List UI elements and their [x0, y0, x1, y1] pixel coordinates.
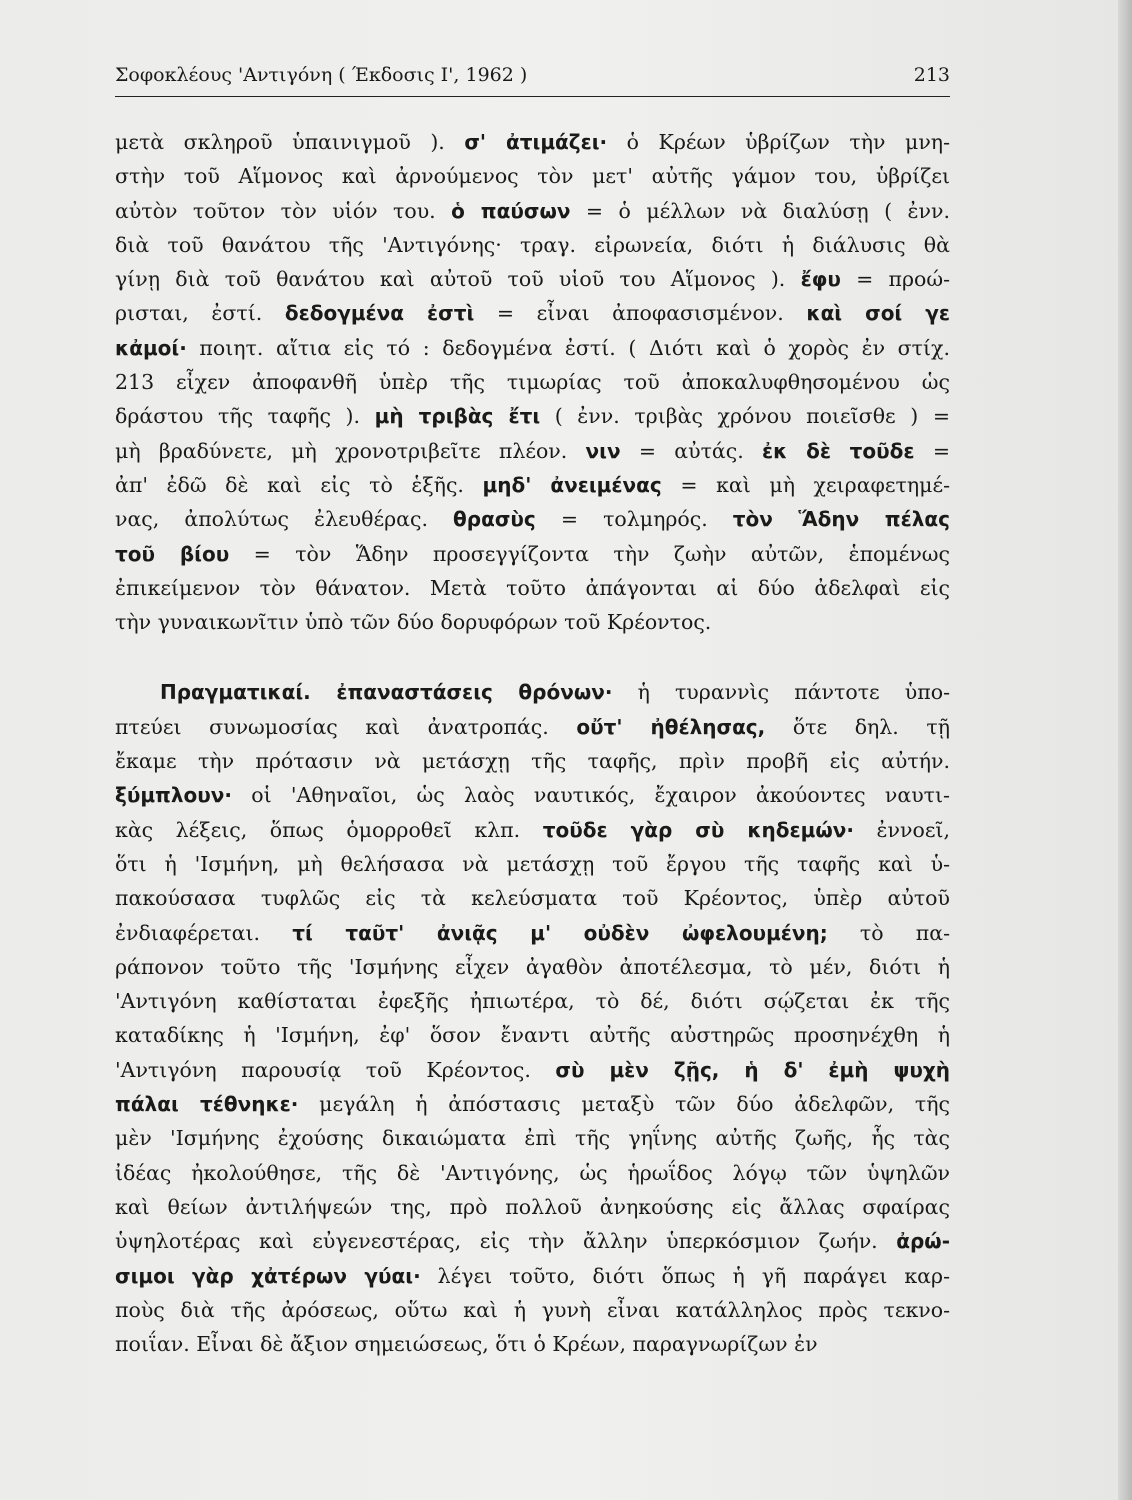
line-text: κὰς λέξεις, ὅπως ὁμορροθεῖ κλπ. — [115, 817, 543, 842]
line-text: μετὰ σκληροῦ ὑπαινιγμοῦ ). — [115, 130, 465, 154]
line-text: ἡ τυραννὶς πάντοτε ὑπο- — [612, 680, 950, 705]
line-text: μὲν 'Ισμήνης ἐχούσης δικαιώματα ἐπὶ τῆς γηΐνης αὐτῆς ζωῆς, ἧς τὰς — [115, 1126, 950, 1151]
line-text: ( ἐνν. τριβὰς χρόνου ποιεῖσθε ) = — [540, 404, 950, 429]
text-line — [115, 1053, 950, 1087]
lemma-term: τὸν Ἅδην πέλας — [732, 507, 950, 532]
text-line — [115, 468, 950, 502]
line-text: γίνῃ διὰ τοῦ θανάτου καὶ αὐτοῦ τοῦ υἱοῦ του Αἵμονος ). — [115, 267, 801, 292]
line-text: ἰδέας ἠκολούθησε, τῆς δὲ 'Αντιγόνης, ὡς ἡρωΐδος λόγῳ τῶν ὑψηλῶν — [115, 1160, 950, 1185]
paragraph — [115, 675, 950, 1361]
line-text: ἔκαμε τὴν πρότασιν νὰ μετάσχῃ τῆς ταφῆς, πρὶν προβῆ εἰς αὐτήν. — [115, 749, 950, 774]
line-text: ὑψηλοτέρας καὶ εὐγενεστέρας, εἰς τὴν ἄλλην ὑπερκόσμιον ζωήν. — [115, 1229, 897, 1254]
line-text: διὰ τοῦ θανάτου τῆς 'Αντιγόνης· τραγ. εἰρωνεία, διότι ἡ διάλυσις θὰ — [115, 232, 950, 257]
line-text: στὴν τοῦ Αἵμονος καὶ ἀρνούμενος τὸν μετ' αὐτῆς γάμον του, ὑβρίζει — [115, 164, 950, 189]
line-text: καὶ θείων ἀντιλήψεών της, πρὸ πολλοῦ ἀνηκούσης εἰς ἄλλας σφαίρας — [115, 1194, 950, 1219]
text-line — [115, 194, 950, 228]
lemma-term: δεδογμένα ἐστὶ — [284, 301, 475, 326]
text-line — [115, 262, 950, 296]
lemma-term: κἀμοί· — [115, 335, 187, 360]
lemma-term: σὺ μὲν ζῇς, ἡ δ' ἐμὴ ψυχὴ — [555, 1057, 950, 1082]
text-line — [115, 1327, 950, 1361]
text-line — [115, 710, 950, 744]
lemma-term: μηδ' ἀνειμένας — [482, 472, 662, 497]
lemma-term: νιν — [585, 438, 621, 463]
line-text: ποιητ. αἴτια εἰς τό : δεδογμένα ἐστί. ( Διότι καὶ ὁ χορὸς ἐν στίχ. — [186, 335, 950, 360]
line-text: ράπονον τοῦτο τῆς 'Ισμήνης εἶχεν ἀγαθὸν ἀποτέλεσμα, τὸ μέν, διότι ἡ — [115, 954, 950, 979]
line-text: = τὸν Ἅδην προσεγγίζοντα τὴν ζωὴν αὐτῶν, ἑπομένως — [229, 541, 950, 566]
lemma-term: πάλαι τέθνηκε· — [115, 1092, 299, 1117]
line-text: μὴ βραδύνετε, μὴ χρονοτριβεῖτε πλέον. — [115, 438, 586, 463]
text-line — [115, 675, 950, 709]
lemma-term: Πραγματικαί. ἐπαναστάσεις θρόνων· — [160, 680, 613, 705]
line-text: δράστου τῆς ταφῆς ). — [115, 404, 375, 429]
text-line — [115, 984, 950, 1018]
text-line — [115, 296, 950, 330]
lemma-term: ξύμπλουν· — [115, 783, 232, 808]
line-text: καταδίκης ἡ 'Ισμήνη, ἐφ' ὅσον ἔναντι αὐτῆς αὐστηρῶς προσηνέχθη ἡ — [115, 1023, 950, 1048]
text-line — [115, 916, 950, 950]
text-line — [115, 778, 950, 812]
text-line — [115, 950, 950, 984]
line-text: τὴν γυναικωνῖτιν ὑπὸ τῶν δύο δορυφόρων τοῦ Κρέοντος. — [115, 610, 712, 635]
lemma-term: τοῦ βίου — [115, 541, 230, 566]
line-text: αὐτὸν τοῦτον τὸν υἱόν του. — [115, 198, 452, 223]
paragraph-gap — [115, 639, 950, 675]
line-text: ποὺς διὰ τῆς ἀρόσεως, οὕτω καὶ ἡ γυνὴ εἶναι κατάλληλος πρὸς τεκνο- — [115, 1297, 950, 1322]
line-text: ἐπικείμενον τὸν θάνατον. Μετὰ τοῦτο ἀπάγονται αἱ δύο ἀδελφαὶ εἰς — [115, 575, 950, 600]
line-text: λέγει τοῦτο, διότι ὅπως ἡ γῆ παράγει καρ- — [420, 1263, 950, 1288]
text-line — [115, 744, 950, 778]
lemma-term: τοῦδε γὰρ σὺ κηδεμών· — [542, 817, 854, 842]
line-text: 'Αντιγόνη καθίσταται ἐφεξῆς ἠπιωτέρα, τὸ δέ, διότι σῴζεται ἐκ τῆς — [115, 989, 950, 1014]
line-text: = προώ- — [840, 267, 950, 292]
text-line — [115, 1018, 950, 1052]
line-text: ρισται, ἐστί. — [115, 301, 285, 326]
line-text: 'Αντιγόνη παρουσίᾳ τοῦ Κρέοντος. — [115, 1057, 556, 1082]
paragraph — [115, 125, 950, 639]
text-line — [115, 847, 950, 881]
text-line — [115, 434, 950, 468]
text-line — [115, 1156, 950, 1190]
line-text: νας, ἀπολύτως ἐλευθέρας. — [115, 507, 454, 532]
line-text: = καὶ μὴ χειραφετημέ- — [661, 472, 951, 497]
line-text: ἀπ' ἐδῶ δὲ καὶ εἰς τὸ ἑξῆς. — [115, 472, 483, 497]
line-text: ὅτι ἡ 'Ισμήνη, μὴ θελήσασα νὰ μετάσχῃ τοῦ ἔργου τῆς ταφῆς καὶ ὑ- — [115, 851, 950, 876]
text-line — [115, 881, 950, 915]
line-text: ἐνδιαφέρεται. — [115, 920, 293, 945]
lemma-term: ἐκ δὲ τοῦδε — [762, 438, 915, 463]
text-line — [115, 813, 950, 847]
page-number: 213 — [913, 64, 950, 86]
page-spine-shadow — [1118, 0, 1132, 1500]
line-text: οἱ 'Αθηναῖοι, ὡς λαὸς ναυτικός, ἔχαιρον ἀκούοντες ναυτι- — [231, 783, 950, 808]
running-header — [115, 62, 950, 97]
text-line — [115, 571, 950, 605]
text-line — [115, 1293, 950, 1327]
line-text: = τολμηρός. — [535, 507, 733, 532]
line-text: = ὁ μέλλων νὰ διαλύσῃ ( ἐνν. — [570, 198, 950, 223]
lemma-term: θρασὺς — [453, 507, 536, 532]
text-line — [115, 1259, 950, 1293]
line-text: 213 εἶχεν ἀποφανθῆ ὑπὲρ τῆς τιμωρίας τοῦ ἀποκαλυφθησομένου ὡς — [115, 370, 950, 395]
line-text: πακούσασα τυφλῶς εἰς τὰ κελεύσματα τοῦ Κρέοντος, ὑπὲρ αὐτοῦ — [115, 886, 950, 911]
lemma-term: σιμοι γὰρ χἀτέρων γύαι· — [115, 1263, 421, 1288]
line-text: ποιΐαν. Εἶναι δὲ ἄξιον σημειώσεως, ὅτι ὁ Κρέων, παραγνωρίζων ἐν — [115, 1332, 818, 1357]
line-text: πτεύει συνωμοσίας καὶ ἀνατροπάς. — [115, 714, 577, 739]
lemma-term: οὔτ' ἠθέλησας, — [576, 714, 766, 739]
text-line — [115, 502, 950, 536]
lemma-term: τί ταῦτ' ἀνιᾷς μ' οὐδὲν ὠφελουμένη; — [292, 920, 828, 945]
line-text: ἐννοεῖ, — [854, 817, 950, 842]
lemma-term: ἀρώ- — [896, 1229, 950, 1254]
commentary-body — [115, 125, 950, 1361]
text-line — [115, 605, 950, 639]
line-text: ὁ Κρέων ὑβρίζων τὴν μνη- — [607, 130, 950, 154]
lemma-term: ἔφυ — [800, 267, 841, 292]
text-line — [115, 1121, 950, 1155]
text-line — [115, 331, 950, 365]
text-line — [115, 228, 950, 262]
line-text: = εἶναι ἀποφασισμένον. — [474, 301, 807, 326]
header-title: Σοφοκλέους 'Αντιγόνη ( Έκδοσις Ι', 1962 ) — [115, 64, 528, 86]
text-line — [115, 1224, 950, 1258]
line-text: = — [914, 438, 950, 463]
lemma-term: ὁ παύσων — [451, 198, 571, 223]
line-text: μεγάλη ἡ ἀπόστασις μεταξὺ τῶν δύο ἀδελφῶν, τῆς — [298, 1092, 950, 1117]
line-text: τὸ πα- — [827, 920, 951, 945]
text-line — [115, 365, 950, 399]
line-text: = αὐτάς. — [620, 438, 763, 463]
text-line — [115, 125, 950, 159]
lemma-term: μὴ τριβὰς ἔτι — [374, 404, 541, 429]
text-line — [115, 159, 950, 193]
text-line — [115, 1087, 950, 1121]
text-line — [115, 537, 950, 571]
lemma-term: σ' ἀτιμάζει· — [464, 130, 608, 154]
text-line — [115, 399, 950, 433]
text-line — [115, 1190, 950, 1224]
line-text: ὅτε δηλ. τῇ — [765, 714, 951, 739]
lemma-term: καὶ σοί γε — [806, 301, 950, 326]
